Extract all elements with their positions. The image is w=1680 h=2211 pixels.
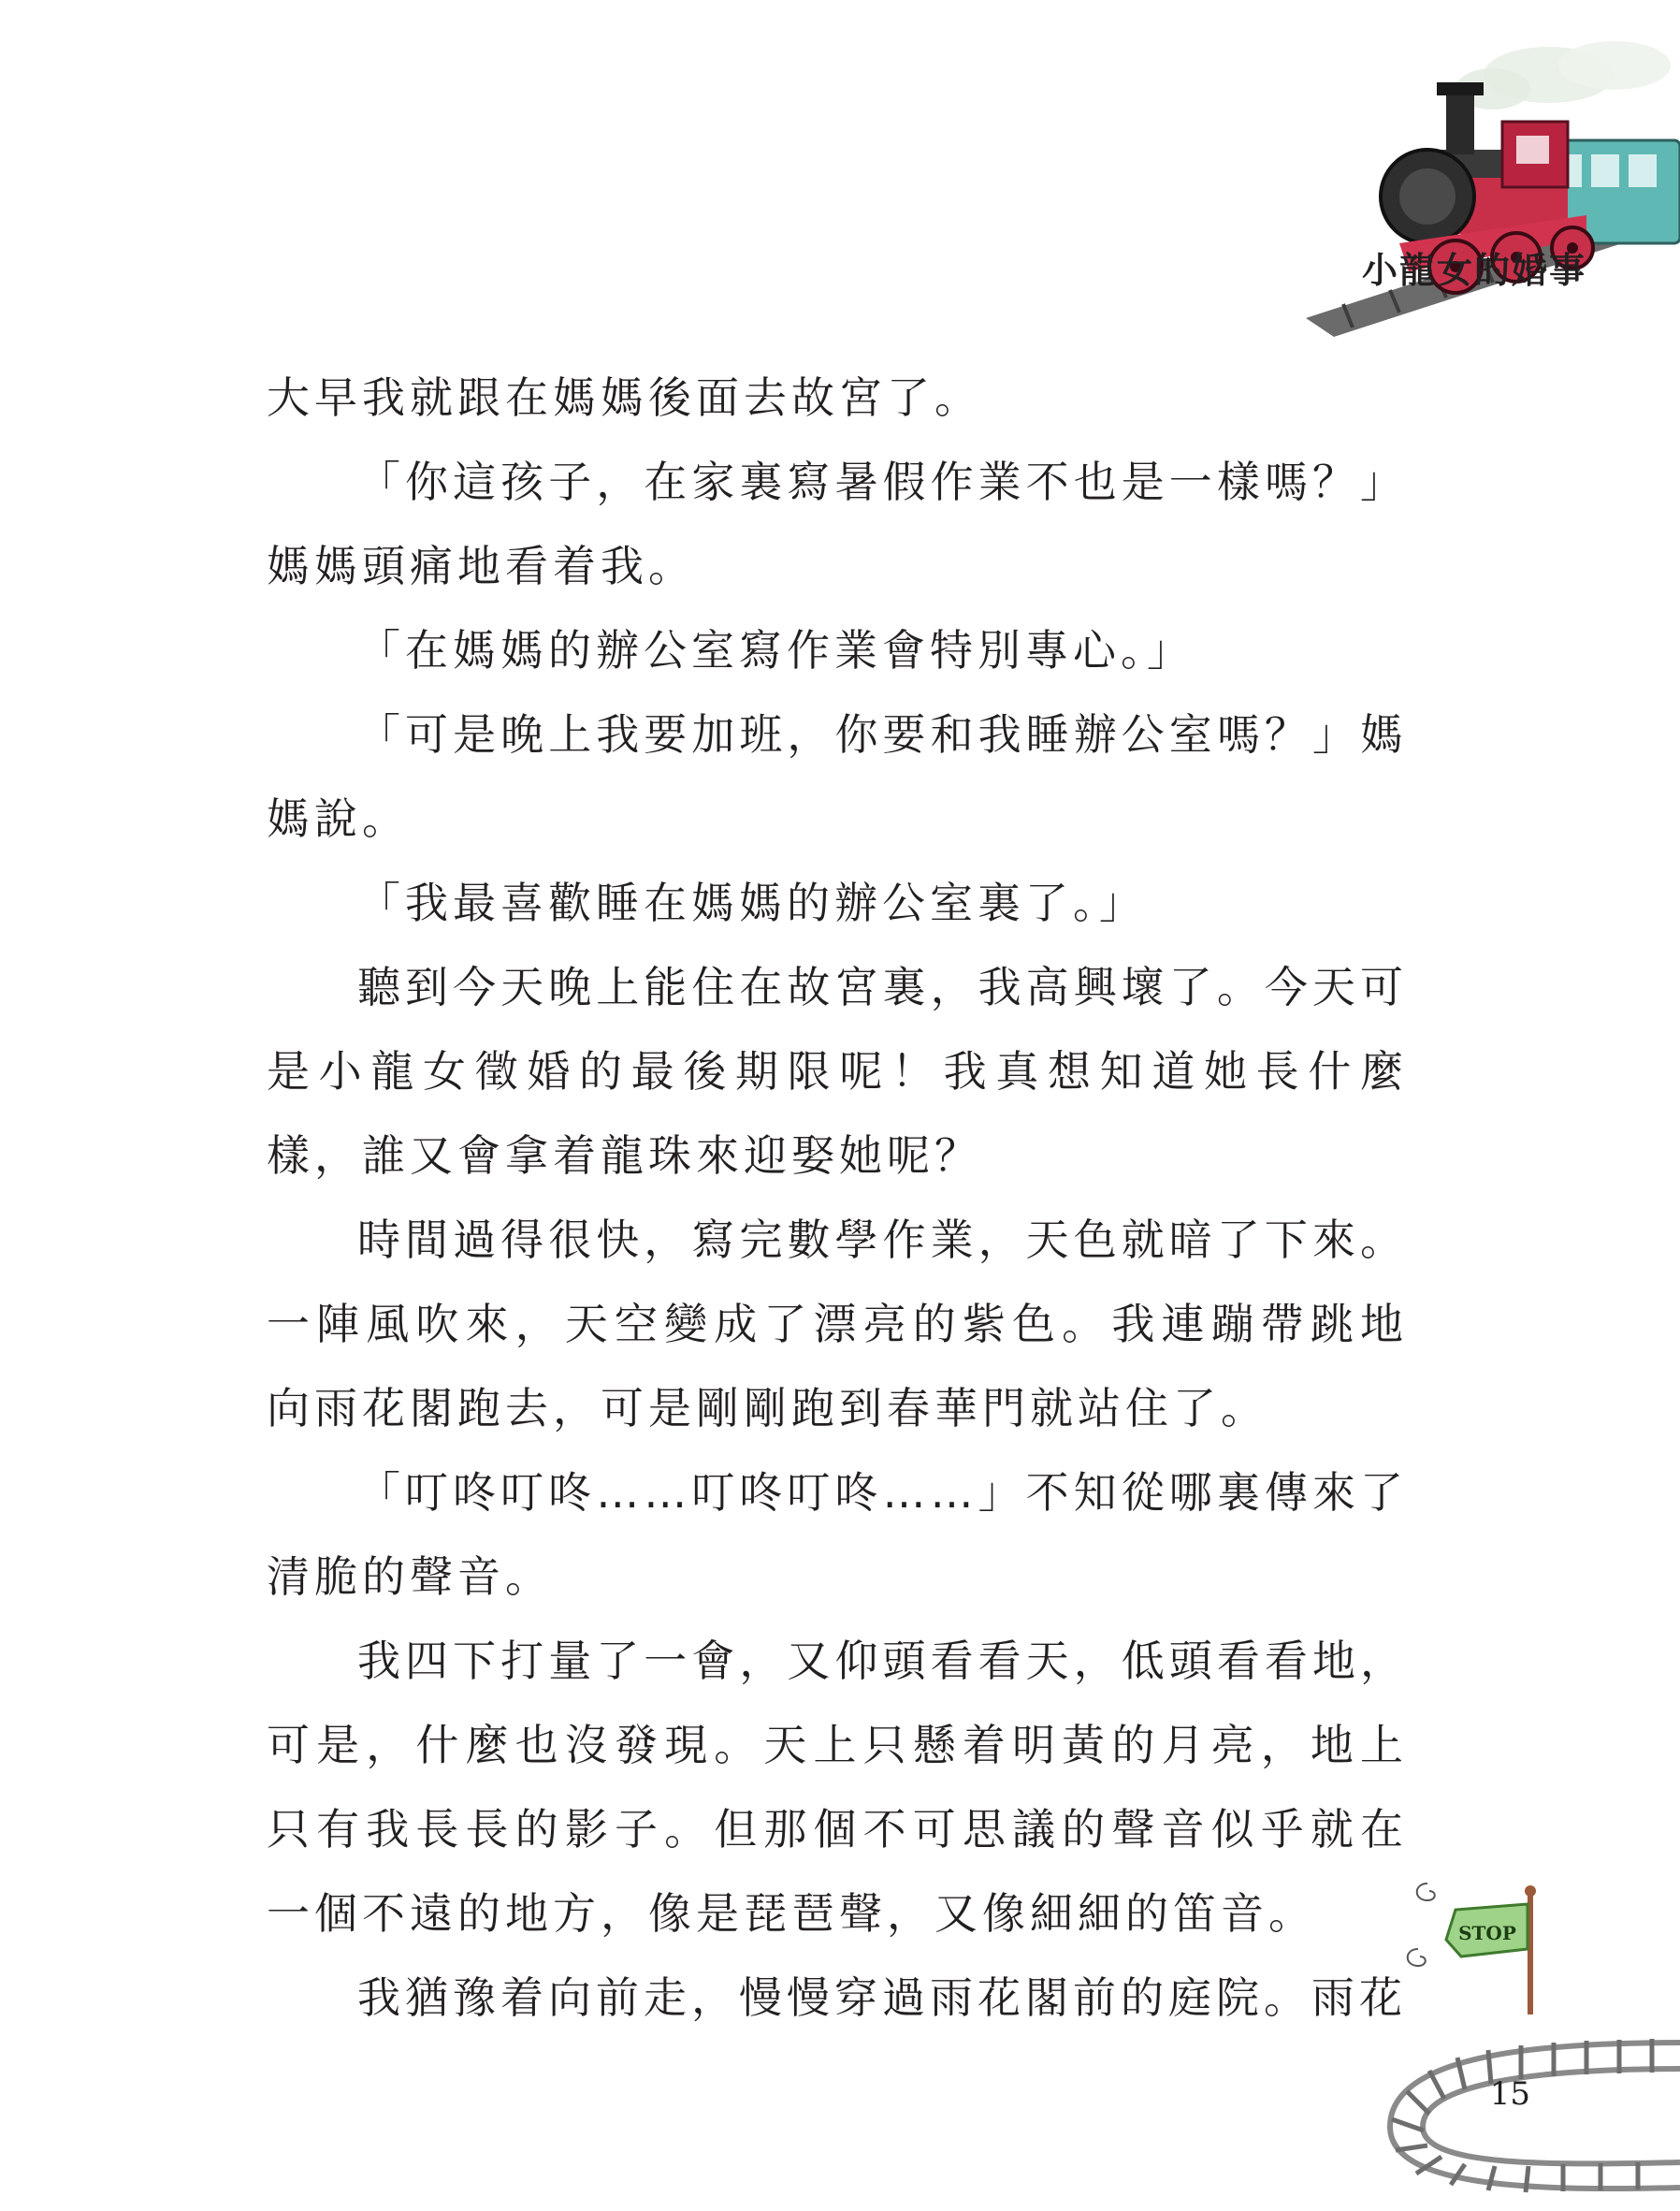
paragraph: 時間過得很快，寫完數學作業，天色就暗了下來。一陣風吹來，天空變成了漂亮的紫色。我連蹦帶跳地向雨花閣跑去，可是剛剛跑到春華門就站住了。: [267, 1215, 1408, 1433]
paragraph: 我四下打量了一會，又仰頭看看天，低頭看看地，可是，什麼也沒發現。天上只懸着明黃的月亮，地上只有我長長的影子。但那個不可思議的聲音似乎就在一個不遠的地方，像是琵琶聲，又像細細的笛音。: [267, 1636, 1408, 1939]
stop-sign-text: STOP: [1458, 1922, 1516, 1944]
body-text: [267, 356, 1408, 2040]
paragraph: 聽到今天晚上能住在故宮裏，我高興壞了。今天可是小龍女徵婚的最後期限呢！我真想知道她長什麼樣，誰又會拿着龍珠來迎娶她呢？: [267, 962, 1408, 1181]
paragraph: 大早我就跟在媽媽後面去故宮了。: [267, 372, 982, 423]
running-head-title: 小龍女的婚事: [1361, 250, 1586, 291]
paragraph: 「在媽媽的辦公室寫作業會特別專心。」: [357, 625, 1195, 676]
paragraph: 「叮咚叮咚……叮咚叮咚……」不知從哪裏傳來了清脆的聲音。: [267, 1467, 1408, 1602]
paragraph: 「我最喜歡睡在媽媽的辦公室裏了。」: [357, 878, 1147, 928]
paragraph: 「你這孩子，在家裏寫暑假作業不也是一樣嗎？」媽媽頭痛地看着我。: [267, 457, 1408, 591]
page-number: 15: [1489, 2075, 1530, 2113]
paragraph: 「可是晚上我要加班，你要和我睡辦公室嗎？」媽媽說。: [267, 709, 1408, 844]
railway-track-icon: [1371, 1855, 1680, 2211]
paragraph: 我猶豫着向前走，慢慢穿過雨花閣前的庭院。雨花: [357, 1972, 1407, 2023]
